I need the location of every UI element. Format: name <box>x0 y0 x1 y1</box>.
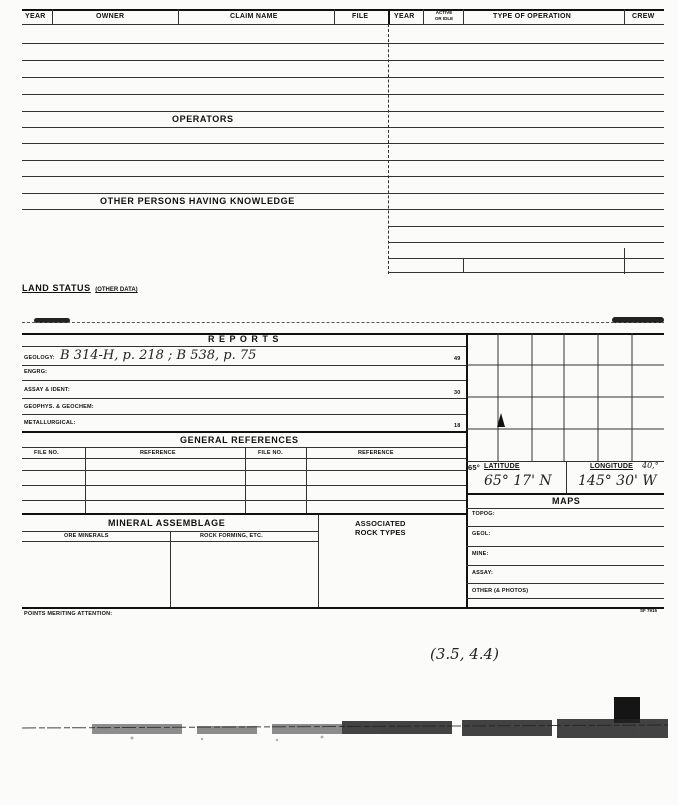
points-meriting-attention: POINTS MERITING ATTENTION: <box>24 611 113 617</box>
claim-name-header: CLAIM NAME <box>230 13 278 20</box>
general-references-title: GENERAL REFERENCES <box>180 435 299 445</box>
maps-assay-label: ASSAY: <box>472 570 494 576</box>
land-status-sub: (OTHER DATA) <box>95 287 138 293</box>
handwritten-coordinates: (3.5, 4.4) <box>430 645 499 663</box>
longitude-value: 145° 30' W <box>578 473 657 489</box>
year-header: YEAR <box>25 13 46 20</box>
latitude-value: 65° 17' N <box>484 473 552 489</box>
or-idle-label: OR IDLE <box>434 16 454 21</box>
rock-forming-label: ROCK FORMING, ETC. <box>200 533 263 539</box>
associated-label: ASSOCIATED <box>355 519 406 528</box>
gr-reference-1: REFERENCE <box>140 450 176 456</box>
scan-noise-band <box>22 694 668 744</box>
lat-prefix: 65° <box>468 463 480 472</box>
crew-header: CREW <box>632 13 655 20</box>
gr-reference-2: REFERENCE <box>358 450 394 456</box>
land-status-heading <box>22 278 138 296</box>
associated-rock-types <box>355 519 406 537</box>
maps-title: MAPS <box>552 496 581 506</box>
latitude-label: LATITUDE <box>484 463 520 470</box>
longitude-label: LONGITUDE <box>590 463 634 470</box>
maps-topog-label: TOPOG: <box>472 511 495 517</box>
lon-suffix: 40,° <box>642 461 659 470</box>
gr-file-no-1: FILE NO. <box>34 450 59 456</box>
land-status-label: LAND STATUS <box>22 283 91 293</box>
mineral-assemblage-title: MINERAL ASSEMBLAGE <box>108 518 226 528</box>
ore-minerals-label: ORE MINERALS <box>64 533 109 539</box>
operators-label: OPERATORS <box>172 114 234 124</box>
assay-ident-label: ASSAY & IDENT: <box>24 387 70 393</box>
active-idle-header <box>428 10 460 22</box>
maps-mine-label: MINE: <box>472 551 489 557</box>
gr-file-no-2: FILE NO. <box>258 450 283 456</box>
metallurgical-label: METALLURGICAL: <box>24 420 76 426</box>
file-header: FILE <box>352 13 369 20</box>
engrg-label: ENGRG: <box>24 369 48 375</box>
geophys-label: GEOPHYS. & GEOCHEM: <box>24 404 94 410</box>
report-row-geology <box>24 355 55 361</box>
assay-code: 30 <box>454 390 461 396</box>
geology-code: 49 <box>454 356 461 362</box>
other-persons-label: OTHER PERSONS HAVING KNOWLEDGE <box>100 196 295 206</box>
year-header-right: YEAR <box>394 13 415 20</box>
geology-label: GEOLOGY: <box>24 355 55 361</box>
rock-types-label: ROCK TYPES <box>355 528 406 537</box>
form-number: SF 7915 <box>640 608 658 613</box>
location-grid-lines <box>466 333 664 461</box>
owner-header: OWNER <box>96 13 125 20</box>
geology-value: B 314-H, p. 218 ; B 538, p. 75 <box>60 348 257 363</box>
reports-title: R E P O R T S <box>208 334 280 344</box>
metallurgical-code: 18 <box>454 423 461 429</box>
maps-geol-label: GEOL: <box>472 531 491 537</box>
type-of-operation-header: TYPE OF OPERATION <box>493 13 572 20</box>
active-label: ACTIVE <box>435 10 453 15</box>
maps-other-label: OTHER (& PHOTOS) <box>472 588 529 594</box>
